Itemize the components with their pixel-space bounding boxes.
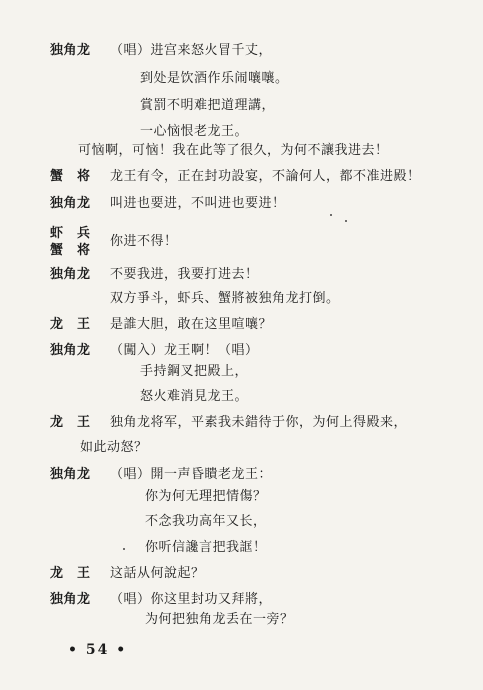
line-text: 怒火难消見龙王。 <box>140 389 249 404</box>
line-text: 龙王有令，正在封功設宴，不論何人，都不准进殿！ <box>110 169 421 184</box>
line-text: 你为何无理把情傷？ <box>145 489 267 504</box>
verse-line <box>145 612 294 628</box>
speaker-name: 蟹 将 <box>50 243 91 258</box>
line-text: 手持鋼叉把殿上， <box>140 364 249 379</box>
print-speck <box>330 214 332 216</box>
speaker-name: 虾 兵 <box>50 226 91 241</box>
line-text: 不要我进，我要打进去！ <box>110 267 259 282</box>
continuation-line <box>80 440 148 456</box>
verse-line <box>140 364 248 380</box>
speaker-name: 独角龙 <box>50 592 91 607</box>
print-speck <box>123 548 125 550</box>
line-text: 可恼啊，可恼！我在此等了很久，为何不讓我进去！ <box>78 143 389 158</box>
line-text: 如此动怒？ <box>80 440 148 455</box>
page-number <box>68 642 127 658</box>
line-text: 你听信讒言把我誆！ <box>145 540 267 555</box>
dialogue-line <box>50 169 421 185</box>
line-text: （唱）你这里封功又拜將， <box>110 592 273 607</box>
speaker-name: 龙 王 <box>50 415 91 430</box>
line-text: 独角龙将军，平素我未錯待于你，为何上得殿来， <box>110 415 408 430</box>
line-text: 双方爭斗，虾兵、蟹將被独角龙打倒。 <box>110 291 340 306</box>
page-number-value: 54 <box>85 642 110 658</box>
line-text: 你进不得！ <box>110 234 178 249</box>
speaker-name: 独角龙 <box>50 43 91 58</box>
verse-line <box>145 540 267 556</box>
page-number-dot: • <box>116 642 128 658</box>
spoken-line <box>78 143 389 159</box>
line-text: 是誰大胆，敢在这里喧嚷？ <box>110 317 273 332</box>
dialogue-line <box>50 415 407 431</box>
line-text: 这話从何說起？ <box>110 566 205 581</box>
stage-direction <box>110 291 340 307</box>
verse-line <box>140 124 248 140</box>
speaker-name: 龙 王 <box>50 566 91 581</box>
dialogue-line <box>50 317 272 333</box>
verse-line <box>140 98 275 114</box>
dialogue-line <box>50 467 272 483</box>
line-text: 賞罰不明难把道理講， <box>140 98 276 113</box>
verse-line <box>145 489 267 505</box>
page-number-dot: • <box>68 642 79 658</box>
dialogue-line <box>50 43 272 59</box>
dialogue-line <box>50 343 259 359</box>
speaker-name: 独角龙 <box>50 343 91 358</box>
speaker-name: 龙 王 <box>50 317 91 332</box>
verse-line <box>140 71 289 87</box>
speaker-name: 蟹 将 <box>50 169 91 184</box>
verse-line <box>140 389 248 405</box>
dialogue-line <box>50 196 286 212</box>
line-text: 不念我功高年又长， <box>145 514 267 529</box>
dialogue-line <box>50 226 350 262</box>
speaker-name: 独角龙 <box>50 196 91 211</box>
verse-line <box>145 514 267 530</box>
dialogue-line <box>50 267 259 283</box>
line-text: （闖入）龙王啊！（唱） <box>110 343 259 358</box>
line-text: 为何把独角龙丢在一旁？ <box>145 612 294 627</box>
print-speck <box>345 220 347 222</box>
speaker-name: 独角龙 <box>50 467 91 482</box>
dialogue-line <box>50 566 205 582</box>
line-text: 叫进也要进，不叫进也要进！ <box>110 196 286 211</box>
speaker-name: 独角龙 <box>50 267 91 282</box>
line-text: 到处是饮酒作乐闹嚷嚷。 <box>140 71 289 86</box>
line-text: （唱）開一声昏瞶老龙王： <box>110 467 273 482</box>
line-text: （唱）进宫来怒火冒千丈， <box>110 43 273 58</box>
line-text: 一心恼恨老龙王。 <box>140 124 249 139</box>
dialogue-line <box>50 592 272 608</box>
